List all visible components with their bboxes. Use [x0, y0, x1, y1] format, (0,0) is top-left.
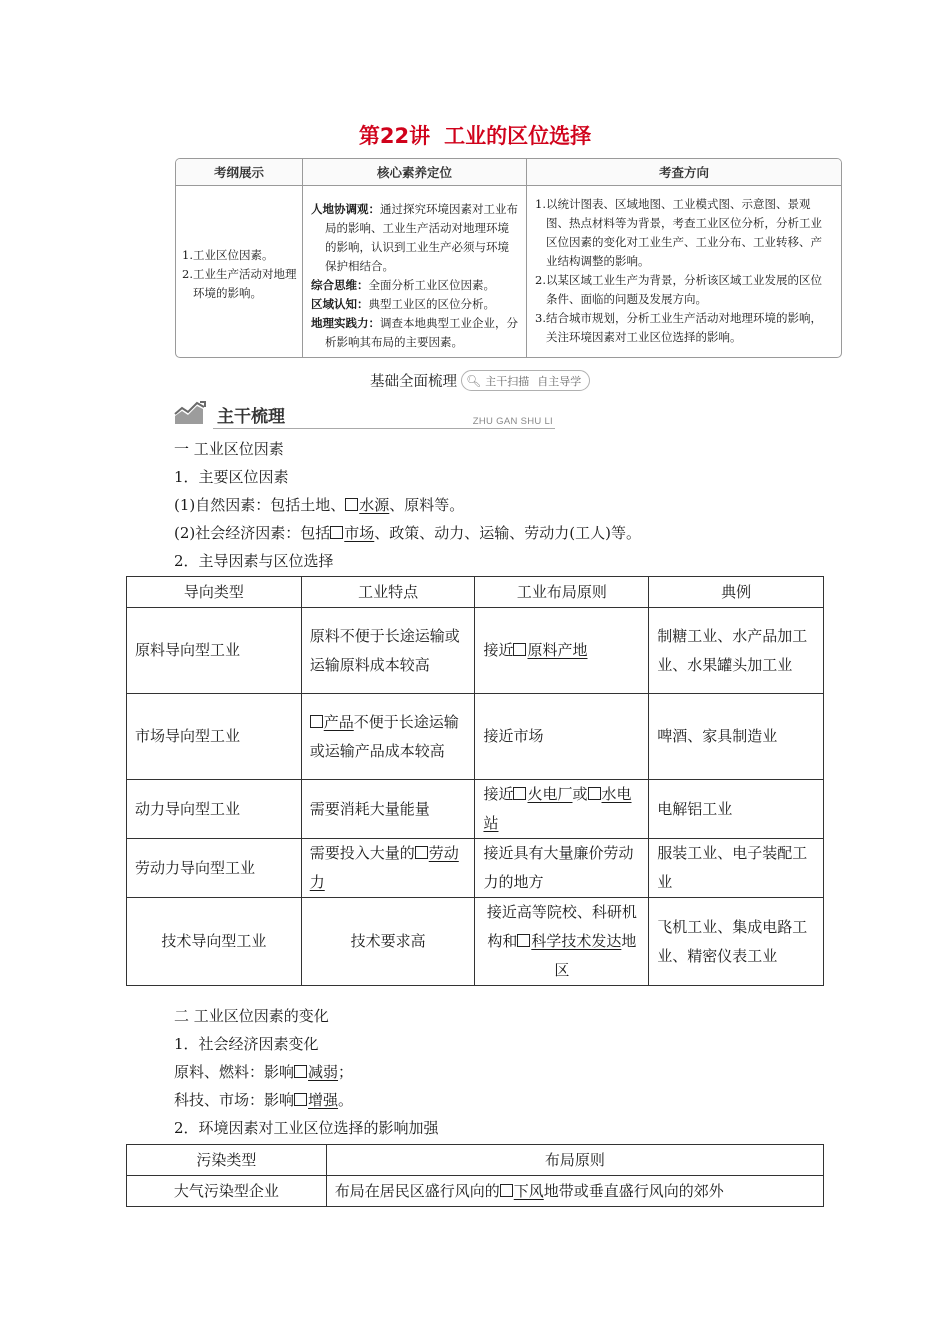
literacy-item [311, 200, 520, 276]
direction-item: 3.结合城市规划，分析工业生产活动对地理环境的影响，关注环境因素对工业区位选择的影响。 [535, 311, 822, 344]
fill-text: 劳动力 [309, 844, 459, 891]
text-segment: 地区 [554, 932, 637, 979]
fill-text: 产品 [323, 712, 354, 731]
example-cell: 飞机工业、集成电路工业、精密仪表工业 [649, 898, 824, 986]
header-cell: 污染类型 [127, 1145, 327, 1176]
review-label: 基础全面梳理 [370, 374, 457, 390]
outline-header-directions: 考查方向 [658, 164, 709, 180]
literacy-item [311, 295, 520, 314]
fill-text: 原料产地 [527, 641, 588, 659]
text-segment: 、政策、动力、运输、劳动力(工人)等。 [374, 524, 641, 542]
feature-cell: 原料不便于长途运输或运输原料成本较高 [301, 608, 475, 694]
s2-sub1: 1．社会经济因素变化 [174, 1035, 319, 1053]
fill-text: 下风 [513, 1182, 544, 1200]
text-segment: 不便于长途运输或运输产品成本较高 [309, 712, 459, 760]
principle-cell: 接近具有大量廉价劳动力的地方 [475, 839, 649, 898]
social-factors-line [174, 522, 641, 543]
example-cell: 啤酒、家具制造业 [649, 694, 824, 780]
outline-header-row [176, 159, 841, 186]
literacy-text: 全面分析工业区位因素。 [368, 278, 495, 292]
text-segment: ； [338, 1063, 354, 1081]
table-row [127, 1176, 824, 1207]
header-cell: 布局原则 [326, 1145, 823, 1176]
principle-cell [475, 780, 649, 839]
literacy-key: 地理实践力： [311, 316, 380, 330]
checkbox-icon [588, 787, 601, 800]
checkbox-icon [500, 1184, 513, 1197]
table-row [127, 780, 824, 839]
text-segment: 科技、市场：影响 [174, 1091, 295, 1109]
outline-body-row [176, 186, 841, 358]
text-segment: 布局在居民区盛行风向的 [334, 1182, 500, 1200]
outline-header-syllabus: 考纲展示 [176, 159, 303, 185]
fill-text: 科学技术发达 [531, 932, 622, 950]
literacy-key: 区域认知： [311, 297, 369, 311]
literacy-text: 典型工业区的区位分析。 [368, 297, 495, 311]
example-cell: 服装工业、电子装配工业 [649, 839, 824, 898]
table-row [127, 839, 824, 898]
text-segment: 原料、燃料：影响 [174, 1063, 295, 1081]
fill-blank [294, 1091, 338, 1109]
type-cell: 动力导向型工业 [127, 780, 302, 839]
text-segment: 或 [572, 785, 588, 803]
review-banner [370, 370, 590, 391]
syllabus-item: 2.工业生产活动对地理环境的影响。 [182, 267, 297, 300]
header-cell: 工业布局原则 [475, 577, 649, 608]
type-cell: 原料导向型工业 [127, 608, 302, 694]
pill-left-text: 主干扫描 [485, 374, 530, 388]
type-cell: 技术导向型工业 [127, 898, 302, 986]
section-header [173, 398, 555, 430]
text-segment: 接近高等院校、科研机构和 [486, 903, 637, 950]
literacy-item [311, 276, 520, 295]
fill-blank [310, 713, 354, 731]
section-title: 主干梳理 [217, 407, 285, 427]
literacy-key: 综合思维： [311, 278, 369, 292]
syllabus-item: 1.工业区位因素。 [182, 248, 274, 262]
text-segment: 接近 [483, 785, 514, 803]
fill-blank [513, 785, 572, 803]
fill-text: 水电站 [483, 785, 632, 832]
checkbox-icon [513, 643, 526, 656]
literacy-key: 人地协调观： [311, 202, 380, 216]
outline-directions-cell [527, 186, 841, 358]
type-cell: 市场导向型工业 [127, 694, 302, 780]
feature-cell: 需要消耗大量能量 [301, 780, 475, 839]
header-cell: 导向类型 [127, 577, 302, 608]
s1-sub2: 2．主导因素与区位选择 [174, 552, 334, 570]
scan-pill[interactable] [461, 370, 590, 391]
checkbox-icon [513, 787, 526, 800]
fill-text: 减弱 [308, 1063, 339, 1081]
example-cell: 电解铝工业 [649, 780, 824, 839]
s1-heading: 一 工业区位因素 [174, 440, 284, 458]
pollution-table [126, 1144, 824, 1207]
section-pinyin: ZHU GAN SHU LI [472, 416, 553, 427]
fill-blank [513, 641, 587, 659]
literacy-item [311, 314, 520, 352]
outline-header-literacy: 核心素养定位 [303, 159, 527, 185]
table-header-row [127, 577, 824, 608]
text-segment: 接近 [483, 641, 514, 659]
fill-text: 增强 [308, 1091, 339, 1109]
checkbox-icon [294, 1093, 307, 1106]
literacy-text: 通过探究环境因素对工业布局的影响、工业生产活动对地理环境的影响，认识到工业生产必须与环境保护相结合。 [325, 202, 518, 273]
magnifier-icon: 🔍︎ [466, 373, 482, 388]
fill-text: 市场 [344, 524, 375, 542]
text-segment: 。 [338, 1091, 354, 1109]
s2-heading: 二 工业区位因素的变化 [174, 1007, 329, 1025]
example-cell: 制糖工业、水产品加工业、水果罐头加工业 [649, 608, 824, 694]
checkbox-icon [330, 526, 343, 539]
feature-cell [301, 839, 475, 898]
lecture-number: 第22讲 [358, 124, 431, 148]
fill-text: 火电厂 [527, 785, 573, 803]
natural-factors-line [174, 494, 464, 515]
s2-sub2: 2．环境因素对工业区位选择的影响加强 [174, 1119, 439, 1137]
type-cell: 劳动力导向型工业 [127, 839, 302, 898]
feature-cell: 技术要求高 [301, 898, 475, 986]
text-segment: 地带或垂直盛行风向的郊外 [543, 1182, 724, 1200]
table-row [127, 898, 824, 986]
fill-text: 水源 [359, 496, 390, 514]
text-segment: (2)社会经济因素：包括 [174, 524, 331, 542]
fill-blank [500, 1182, 544, 1200]
checkbox-icon [294, 1065, 307, 1078]
change-line-2 [174, 1089, 353, 1110]
fill-blank [345, 496, 389, 514]
direction-item: 2.以某区域工业生产为背景，分析该区域工业发展的区位条件、面临的问题及发展方向。 [535, 273, 822, 306]
checkbox-icon [415, 846, 428, 859]
pill-right-text: 自主导学 [537, 374, 582, 388]
checkbox-icon [345, 498, 358, 511]
principle-cell [475, 608, 649, 694]
table-row [127, 608, 824, 694]
outline-syllabus-cell [176, 186, 303, 358]
fill-blank [517, 932, 621, 950]
trend-chart-icon [173, 400, 207, 426]
outline-table [175, 158, 842, 358]
principle-cell [475, 898, 649, 986]
outline-literacy-cell [303, 186, 527, 358]
checkbox-icon [517, 934, 530, 947]
change-line-1 [174, 1061, 353, 1082]
literacy-text: 调查本地典型工业企业，分析影响其布局的主要因素。 [325, 316, 518, 349]
type-cell: 大气污染型企业 [127, 1176, 327, 1207]
text-segment: 需要投入大量的 [309, 844, 415, 862]
table-header-row [127, 1145, 824, 1176]
fill-blank [294, 1063, 338, 1081]
fill-blank [330, 524, 374, 542]
text-segment: 、原料等。 [389, 496, 465, 514]
lecture-topic: 工业的区位选择 [444, 124, 592, 148]
section-rule [213, 428, 555, 429]
principle-cell [326, 1176, 823, 1207]
text-segment: (1)自然因素：包括土地、 [174, 496, 346, 514]
header-cell: 工业特点 [301, 577, 475, 608]
table-row [127, 694, 824, 780]
checkbox-icon [310, 715, 323, 728]
direction-item: 1.以统计图表、区域地图、工业模式图、示意图、景观图、热点材料等为背景，考查工业区位分析，分析工业区位因素的变化对工业生产、工业分布、工业转移、产业结构调整的影响。 [535, 197, 822, 268]
s1-sub1: 1．主要区位因素 [174, 468, 289, 486]
feature-cell [301, 694, 475, 780]
principle-cell: 接近市场 [475, 694, 649, 780]
header-cell: 典例 [649, 577, 824, 608]
page-title [0, 120, 950, 150]
orientation-table [126, 576, 824, 986]
